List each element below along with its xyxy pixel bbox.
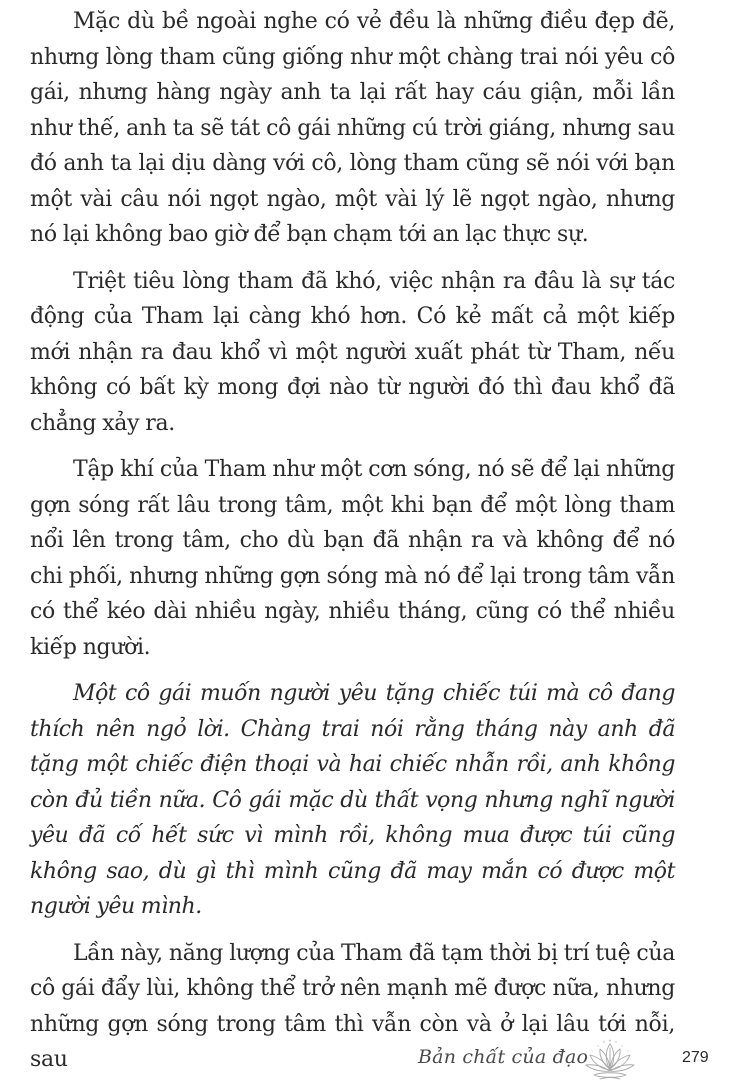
- paragraph-5: Lần này, năng lượng của Tham đã tạm thời bị trí tuệ của cô gái đẩy lùi, không thể trở nên mạnh mẽ được nữa, nhưng những gợn sóng trong tâm thì vẫn còn và ở lại lâu tới nỗi, sau: [30, 940, 675, 1072]
- paragraph-2: Triệt tiêu lòng tham đã khó, việc nhận ra đâu là sự tác động của Tham lại càng khó hơn. Có kẻ mất cả một kiếp mới nhận ra đau khổ vì một người xuất phát từ Tham, nếu không có bất kỳ mong đợi nào từ người đó thì đau khổ đã chẳng xảy ra.: [30, 268, 675, 436]
- lotus-icon: [584, 1038, 636, 1084]
- page-footer: [0, 1038, 742, 1088]
- paragraph-4-italic-story: Một cô gái muốn người yêu tặng chiếc túi mà cô đang thích nên ngỏ lời. Chàng trai nói rằng tháng này anh đã tặng một chiếc điện thoại và hai chiếc nhẫn rồi, anh không còn đủ tiền nữa. Cô gái mặc dù thất vọng nhưng nghĩ người yêu đã cố hết sức vì mình rồi, không mua được túi cũng không sao, dù gì thì mình cũng đã may mắn có được một người yêu mình.: [30, 681, 675, 919]
- page-number: 279: [682, 1049, 709, 1066]
- body-text: [30, 4, 675, 1089]
- running-title: Bản chất của đạo: [418, 1046, 589, 1068]
- paragraph-3: Tập khí của Tham như một cơn sóng, nó sẽ để lại những gợn sóng rất lâu trong tâm, một khi bạn để một lòng tham nổi lên trong tâm, cho dù bạn đã nhận ra và không để nó chi phối, nhưng những gợn sóng mà nó để lại trong tâm vẫn có thể kéo dài nhiều ngày, nhiều tháng, cũng có thể nhiều kiếp người.: [30, 457, 675, 660]
- paragraph-1: Mặc dù bề ngoài nghe có vẻ đều là những điều đẹp đẽ, nhưng lòng tham cũng giống như một chàng trai nói yêu cô gái, nhưng hàng ngày anh ta lại rất hay cáu giận, mỗi lần như thế, anh ta sẽ tát cô gái những cú trời giáng, nhưng sau đó anh ta lại dịu dàng với cô, lòng tham cũng sẽ nói với bạn một vài câu nói ngọt ngào, một vài lý lẽ ngọt ngào, nhưng nó lại không bao giờ để bạn chạm tới an lạc thực sự.: [30, 9, 675, 247]
